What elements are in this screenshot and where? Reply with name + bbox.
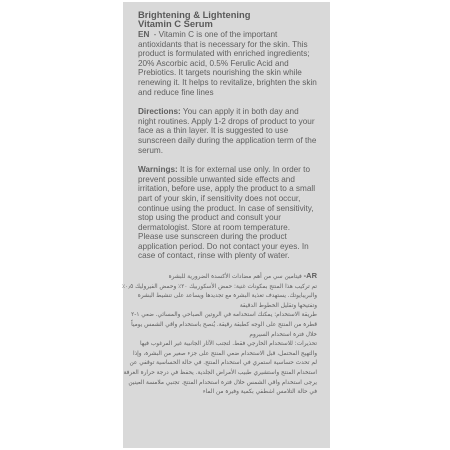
product-title bbox=[138, 10, 317, 28]
title-line-2: Vitamin C Serum bbox=[138, 18, 213, 29]
arabic-line: قطرة من المنتج على الوجه كطبقة رقيقة. يُنصح باستخدام واقي الشمس يومياً bbox=[131, 322, 317, 329]
arabic-line: استخدام المنتج واستشيري طبيب الأمراض الجلدية. يحفظ في درجة حرارة الغرفة bbox=[123, 370, 317, 376]
warnings-heading: Warnings: bbox=[138, 165, 178, 175]
arabic-line: والبريبايوتك. يستهدف تغذية البشرة مع تجديدها ويساعد على تنشيط البشرة bbox=[137, 293, 317, 300]
warnings-section bbox=[138, 165, 317, 261]
title-line-1: Brightening & Lightening bbox=[138, 9, 251, 20]
english-description bbox=[138, 30, 317, 97]
arabic-line: في حالة التلامس اشطفي بكمية وفيرة من الماء bbox=[202, 389, 317, 396]
directions-heading: Directions: bbox=[138, 107, 181, 117]
en-language-tag: EN bbox=[138, 30, 150, 39]
arabic-line: تم تركيب هذا المنتج بمكونات غنية: حمض الأسكوربيك ٢٠٪ وحمض الفيروليك ٠٫٥٪ bbox=[122, 283, 317, 290]
directions-text: You can apply it in both day and night routines. Apply 1-2 drops of product to your face as a thin layer. It is suggested to use sunscreen daily during the application term of the serum. bbox=[138, 107, 317, 155]
product-label-card bbox=[123, 2, 330, 448]
arabic-line: والتهيج المحتمل، قبل الاستخدام ضعي المنتج على جزء صغير من البشرة، وإذا bbox=[132, 350, 317, 357]
warnings-text: It is for external use only. In order to prevent possible unwanted side effects and irritation, before use, apply the product to a small part of your skin, if sensitivity does not occur, continue using the product. In case of sensitivity, stop using the product and consult your dermatologist. Store at room temperature. Please use sunscreen during the product application period. Do not contact your eyes. In case of contact, rinse with plenty of water. bbox=[138, 165, 316, 261]
arabic-line: وتفتيحها وتقليل الخطوط الدقيقة bbox=[239, 302, 317, 309]
arabic-line: تحذيرات: للاستخدام الخارجي فقط. لتجنب الآثار الجانبية غير المرغوب فيها bbox=[139, 341, 317, 348]
arabic-line: طريقة الاستخدام: يمكنك استخدامه في الروتين الصباحي والمسائي. ضعي ١-٢ bbox=[131, 312, 317, 319]
arabic-line: يرجى استخدام واقي الشمس خلال فترة استخدام المنتج. تجنبي ملامسة العينين bbox=[128, 379, 317, 386]
arabic-description bbox=[122, 271, 317, 398]
arabic-line: لم تحدث حساسية استمري في استخدام المنتج. في حالة الحساسية توقفي عن bbox=[129, 360, 317, 367]
en-intro-text: - Vitamin C is one of the important antioxidants that is necessary for the skin. This product is formulated with enriched ingredients; 20% Ascorbic acid, 0.5% Ferulic Acid and Prebiotics. It targets nourishing the skin while renewing it. It helps to revitalize, brighten the skin and reduce fine lines bbox=[138, 30, 317, 97]
ar-language-tag: AR- bbox=[303, 271, 317, 281]
arabic-line: خلال فترة استخدام السيروم bbox=[249, 331, 317, 338]
arabic-line: AR- فيتامين سي من أهم مضادات الأكسدة الضرورية للبشرة bbox=[168, 271, 317, 281]
directions-section bbox=[138, 107, 317, 155]
